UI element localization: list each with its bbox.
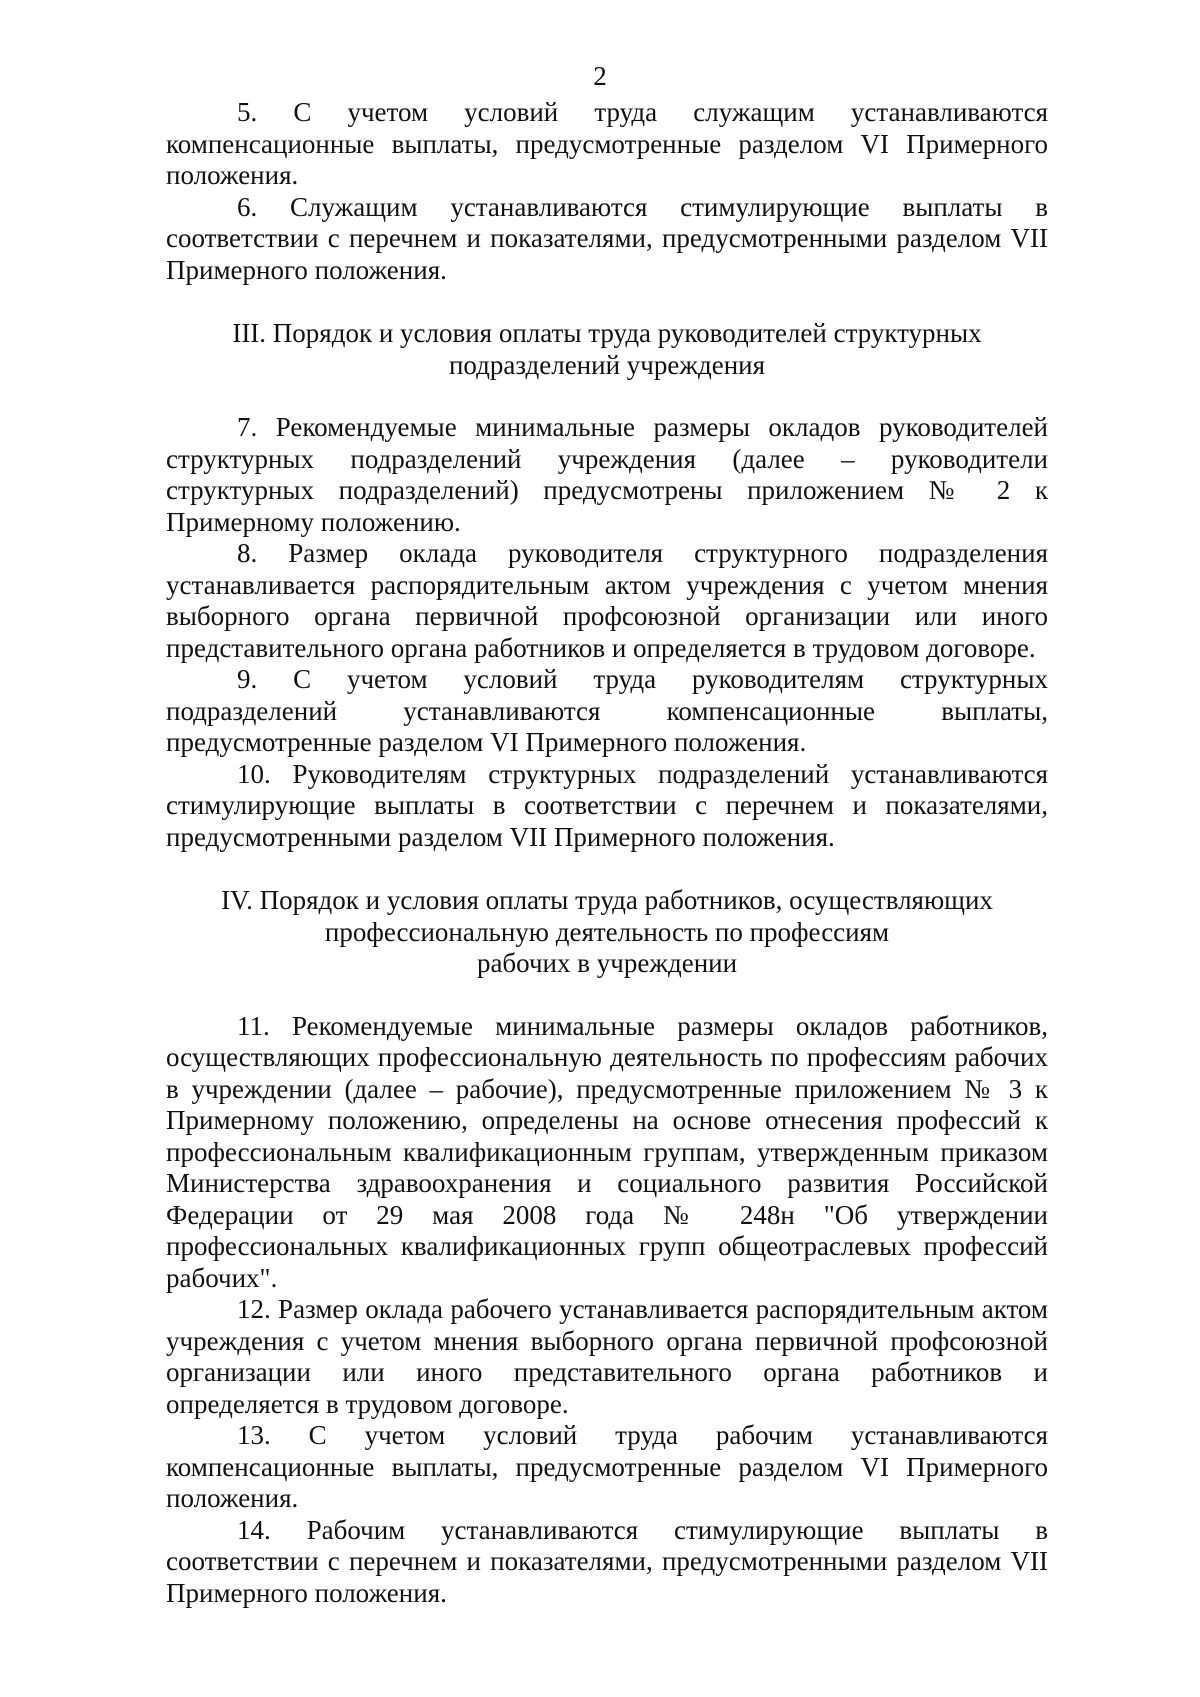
paragraph-6: 6. Служащим устанавливаются стимулирующие выплаты в соответствии с перечнем и показателями, предусмотренными разделом VII Примерного положения. bbox=[166, 191, 1048, 285]
paragraph-5: 5. С учетом условий труда служащим устанавливаются компенсационные выплаты, предусмотренные разделом VI Примерного положения. bbox=[166, 97, 1048, 190]
paragraph-7: 7. Рекомендуемые минимальные размеры окладов руководителей структурных подразделений учреждения (далее – руководители структурных подразделений) предусмотрены приложением № 2 к Примерному положению. bbox=[166, 412, 1048, 537]
paragraph-9: 9. С учетом условий труда руководителям структурных подразделений устанавливаются компенсационные выплаты, предусмотренные разделом VI Примерного положения. bbox=[166, 664, 1048, 757]
paragraph-13: 13. С учетом условий труда рабочим устанавливаются компенсационные выплаты, предусмотренные разделом VI Примерного положения. bbox=[166, 1420, 1048, 1513]
section-heading-iv bbox=[166, 885, 1048, 980]
section-heading-iii bbox=[166, 318, 1048, 381]
heading-line: подразделений учреждения bbox=[448, 349, 766, 380]
paragraph-12: 12. Размер оклада рабочего устанавливается распорядительным актом учреждения с учетом мнения выборного органа первичной профсоюзной организации или иного представительного органа работников и определяется в трудовом договоре. bbox=[166, 1294, 1048, 1419]
paragraph-11: 11. Рекомендуемые минимальные размеры окладов работников, осуществляющих профессиональную деятельность по профессиям рабочих в учреждении (далее – рабочие), предусмотренные приложением № 3 к Примерному положению, определены на основе отнесения профессий к профессиональным квалификационным группам, утвержденным приказом Министерства здравоохранения и социального развития Российской Федерации от 29 мая 2008 года № 248н "Об утверждении профессиональных квалификационных групп общеотраслевых профессий рабочих". bbox=[166, 1010, 1048, 1293]
document-body bbox=[166, 97, 1048, 1609]
paragraph-10: 10. Руководителям структурных подразделений устанавливаются стимулирующие выплаты в соответствии с перечнем и показателями, предусмотренными разделом VII Примерного положения. bbox=[166, 758, 1048, 852]
heading-line: IV. Порядок и условия оплаты труда работников, осуществляющих bbox=[221, 885, 993, 915]
paragraph-8: 8. Размер оклада руководителя структурного подразделения устанавливается распорядительным актом учреждения с учетом мнения выборного органа первичной профсоюзной организации или иного представительного органа работников и определяется в трудовом договоре. bbox=[166, 538, 1048, 663]
page-number: 2 bbox=[593, 61, 607, 91]
heading-line: III. Порядок и условия оплаты труда руководителей структурных bbox=[232, 318, 982, 348]
heading-line: рабочих в учреждении bbox=[476, 948, 738, 978]
heading-line: профессиональную деятельность по профессиям bbox=[324, 916, 890, 947]
paragraph-14: 14. Рабочим устанавливаются стимулирующие выплаты в соответствии с перечнем и показателями, предусмотренными разделом VII Примерного положения. bbox=[166, 1514, 1048, 1608]
